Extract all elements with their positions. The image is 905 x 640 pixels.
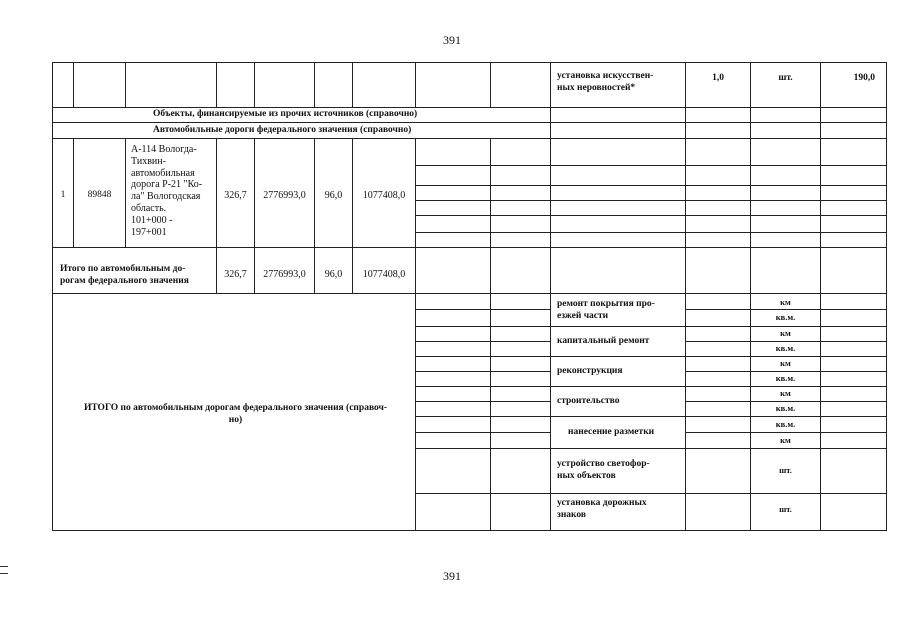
work-resurfacing: ремонт покрытия про- езжей части: [557, 299, 655, 321]
road-amount: 1077408,0: [362, 190, 406, 201]
work-traffic-lights: устройство светофор- ных объектов: [557, 459, 650, 481]
section-other-sources: Объекты, финансируемые из прочих источников (справочно): [153, 109, 418, 119]
row0-cost: 190,0: [853, 73, 875, 83]
work-road-marking: нанесение разметки: [568, 427, 655, 437]
rule: [415, 493, 887, 494]
rule: [415, 401, 550, 402]
rule: [415, 341, 550, 342]
rule: [415, 356, 887, 357]
subtotal-amount: 1077408,0: [362, 269, 406, 280]
rule: [685, 309, 887, 310]
rule: [415, 386, 887, 387]
subtotal-length: 326,7: [224, 269, 247, 280]
margin-mark: [0, 573, 8, 574]
rule: [415, 416, 887, 417]
row0-work: установка искусствен- ных неровностей*: [557, 71, 654, 93]
section-federal-roads: Автомобильные дороги федерального значения (справочно): [153, 125, 412, 135]
subtotal-label: Итого по автомобильным до- рогам федерального значения: [60, 264, 189, 286]
work-road-marking-unit-1: кв.м.: [775, 419, 796, 429]
row0-unit: шт.: [778, 73, 793, 83]
row0-qty: 1,0: [712, 73, 724, 83]
rule: [415, 326, 887, 327]
rule: [415, 138, 416, 531]
road-num: 1: [60, 190, 66, 200]
work-road-marking-unit-2: км: [780, 435, 791, 445]
rule: [490, 138, 491, 531]
rule: [490, 62, 491, 107]
rule: [52, 293, 887, 294]
rule: [415, 62, 416, 107]
road-name: А-114 Вологда- Тихвин- автомобильная дорога Р-21 "Ко- ла" Вологодская область. 101+000 - 197+001: [131, 144, 203, 238]
work-construction: строительство: [557, 396, 620, 406]
work-resurfacing-unit-2: кв.м.: [775, 312, 796, 322]
rule: [73, 62, 74, 107]
subtotal-total: 2776993,0: [263, 269, 306, 280]
rule: [52, 107, 887, 108]
rule: [314, 62, 315, 107]
rule: [685, 62, 686, 531]
rule: [52, 530, 887, 531]
work-construction-unit-2: кв.м.: [775, 403, 796, 413]
work-reconstruction: реконструкция: [557, 366, 623, 376]
rule: [52, 247, 887, 248]
rule: [52, 138, 887, 139]
rule: [415, 165, 887, 166]
rule: [415, 215, 887, 216]
subtotal-percent: 96,0: [324, 269, 343, 280]
road-length: 326,7: [224, 190, 247, 201]
work-capital-repair: капитальный ремонт: [557, 336, 650, 346]
page-number-top: 391: [443, 33, 461, 47]
rule: [685, 371, 887, 372]
rule: [125, 138, 126, 247]
work-construction-unit-1: км: [780, 388, 791, 398]
rule: [52, 62, 887, 63]
rule: [886, 62, 887, 531]
rule: [415, 200, 887, 201]
work-road-signs: установка дорожных знаков: [557, 498, 647, 520]
rule: [415, 185, 887, 186]
work-resurfacing-unit-1: км: [780, 297, 791, 307]
rule: [685, 432, 887, 433]
rule: [415, 232, 887, 233]
rule: [685, 341, 887, 342]
margin-mark: [0, 566, 8, 567]
rule: [52, 122, 887, 123]
road-percent: 96,0: [324, 190, 343, 201]
work-capital-repair-unit-2: кв.м.: [775, 343, 796, 353]
rule: [352, 62, 353, 107]
rule: [216, 62, 217, 107]
rule: [415, 309, 550, 310]
rule: [820, 62, 821, 531]
work-traffic-lights-unit: шт.: [779, 465, 792, 475]
work-capital-repair-unit-1: км: [780, 328, 791, 338]
page-number-bottom: 391: [443, 569, 461, 583]
road-id: 89848: [87, 190, 112, 200]
work-road-signs-unit: шт.: [779, 504, 792, 514]
grand-total-label: ИТОГО по автомобильным дорогам федерального значения (справоч- но): [83, 403, 388, 425]
rule: [415, 371, 550, 372]
rule: [254, 62, 255, 107]
road-total: 2776993,0: [263, 190, 306, 201]
rule: [415, 432, 550, 433]
work-reconstruction-unit-1: км: [780, 358, 791, 368]
rule: [415, 448, 887, 449]
work-reconstruction-unit-2: кв.м.: [775, 373, 796, 383]
rule: [52, 62, 53, 531]
rule: [125, 62, 126, 107]
rule: [685, 401, 887, 402]
